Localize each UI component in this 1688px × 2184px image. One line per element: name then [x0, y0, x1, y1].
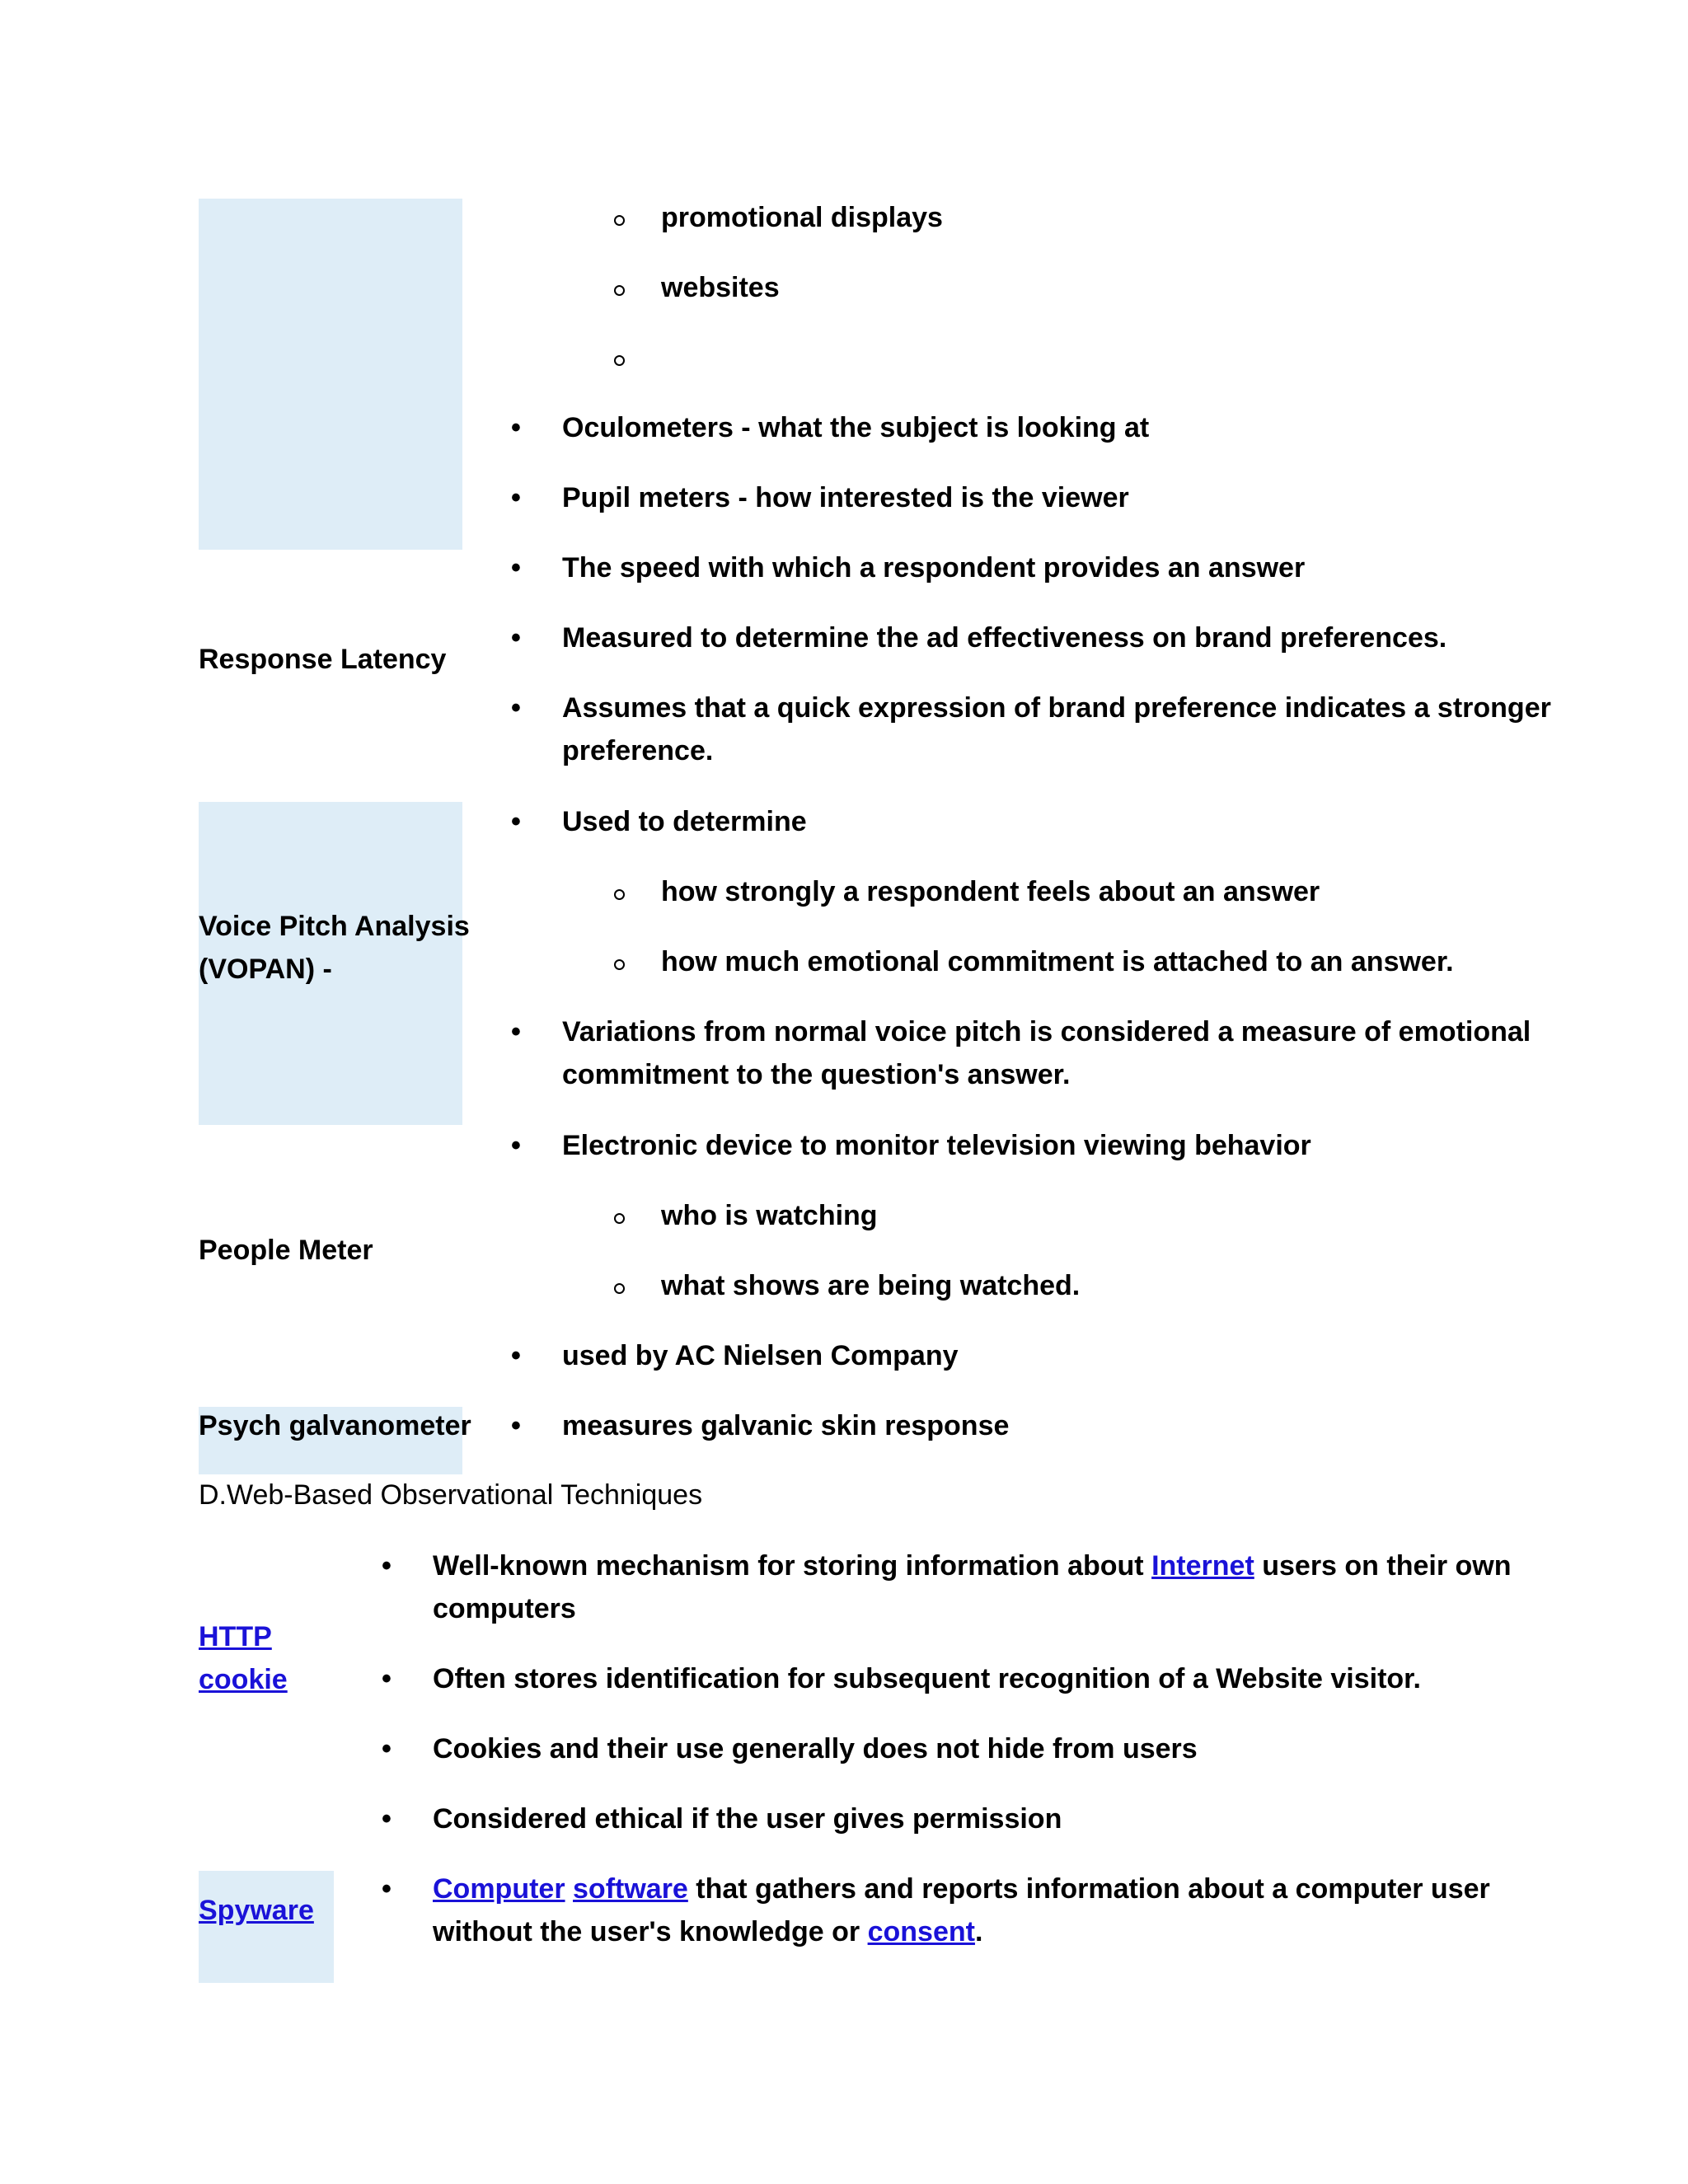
- spyware-link[interactable]: Spyware: [199, 1895, 314, 1926]
- dot-bullet: •: [511, 482, 521, 513]
- list-item: measures galvanic skin response: [562, 1410, 1010, 1441]
- dot-bullet: •: [511, 806, 521, 837]
- list-item-continuation: preference.: [562, 735, 714, 766]
- dot-bullet: •: [511, 1410, 521, 1441]
- term-vopan-line1: Voice Pitch Analysis: [199, 911, 470, 942]
- circle-bullet: [614, 215, 625, 226]
- list-item: how strongly a respondent feels about an answer: [661, 876, 1320, 907]
- list-item: Variations from normal voice pitch is considered a measure of emotional: [562, 1016, 1531, 1047]
- list-item: Used to determine: [562, 806, 807, 837]
- list-item: Measured to determine the ad effectiveness on brand preferences.: [562, 622, 1447, 654]
- term-people-meter: People Meter: [199, 1235, 373, 1266]
- dot-bullet: •: [511, 552, 521, 583]
- dot-bullet: •: [382, 1733, 392, 1765]
- section-heading: D.Web-Based Observational Techniques: [199, 1479, 703, 1511]
- list-item: The speed with which a respondent provides an answer: [562, 552, 1306, 583]
- term-spyware: [199, 1889, 314, 1932]
- circle-bullet: [614, 1213, 625, 1224]
- term-cell-shade-top: [199, 199, 462, 550]
- list-item: websites: [661, 272, 780, 303]
- list-item-continuation: computers: [433, 1593, 576, 1624]
- list-item: [433, 1544, 1512, 1587]
- list-item: Often stores identification for subsequent recognition of a Website visitor.: [433, 1663, 1421, 1694]
- list-item: Considered ethical if the user gives permission: [433, 1803, 1062, 1835]
- circle-bullet: [614, 959, 625, 970]
- dot-bullet: •: [382, 1550, 392, 1582]
- circle-bullet: [614, 889, 625, 900]
- list-item: how much emotional commitment is attached to an answer.: [661, 946, 1454, 977]
- list-item: who is watching: [661, 1200, 878, 1231]
- list-item: [433, 1868, 1490, 1910]
- dot-bullet: •: [511, 692, 521, 724]
- term-http-line2: [199, 1658, 288, 1701]
- list-item: Electronic device to monitor television viewing behavior: [562, 1130, 1311, 1161]
- circle-bullet: [614, 285, 625, 296]
- dot-bullet: •: [382, 1803, 392, 1835]
- circle-bullet: [614, 355, 625, 366]
- dot-bullet: •: [382, 1663, 392, 1694]
- item-text: users on their own: [1254, 1550, 1512, 1582]
- http-cookie-link[interactable]: HTTP: [199, 1621, 272, 1652]
- term-psych-galvanometer: Psych galvanometer: [199, 1410, 471, 1441]
- dot-bullet: •: [511, 622, 521, 654]
- list-item: what shows are being watched.: [661, 1270, 1081, 1301]
- item-text: that gathers and reports information about a computer user: [687, 1873, 1490, 1905]
- list-item: Cookies and their use generally does not hide from users: [433, 1733, 1198, 1765]
- list-item-continuation: commitment to the question's answer.: [562, 1059, 1071, 1090]
- term-response-latency: Response Latency: [199, 644, 447, 675]
- dot-bullet: •: [511, 1340, 521, 1371]
- list-item: Pupil meters - how interested is the viewer: [562, 482, 1129, 513]
- http-cookie-link-line2[interactable]: cookie: [199, 1664, 288, 1695]
- list-item: promotional displays: [661, 202, 943, 233]
- list-item: Oculometers - what the subject is looking at: [562, 412, 1150, 443]
- list-item: Assumes that a quick expression of brand preference indicates a stronger: [562, 692, 1551, 724]
- item-text: .: [974, 1916, 983, 1947]
- item-text: Well-known mechanism for storing information about: [433, 1550, 1152, 1582]
- computer-link[interactable]: Computer: [433, 1873, 565, 1905]
- item-text: without the user's knowledge or: [433, 1916, 868, 1947]
- software-link[interactable]: software: [573, 1873, 688, 1905]
- dot-bullet: •: [511, 1130, 521, 1161]
- list-item-continuation: [433, 1910, 982, 1953]
- circle-bullet: [614, 1283, 625, 1294]
- list-item: used by AC Nielsen Company: [562, 1340, 959, 1371]
- dot-bullet: •: [511, 1016, 521, 1047]
- consent-link[interactable]: consent: [867, 1916, 975, 1947]
- term-vopan-line2: (VOPAN) -: [199, 954, 332, 985]
- dot-bullet: •: [382, 1873, 392, 1905]
- internet-link[interactable]: Internet: [1151, 1550, 1254, 1582]
- dot-bullet: •: [511, 412, 521, 443]
- term-http-line1: [199, 1615, 272, 1658]
